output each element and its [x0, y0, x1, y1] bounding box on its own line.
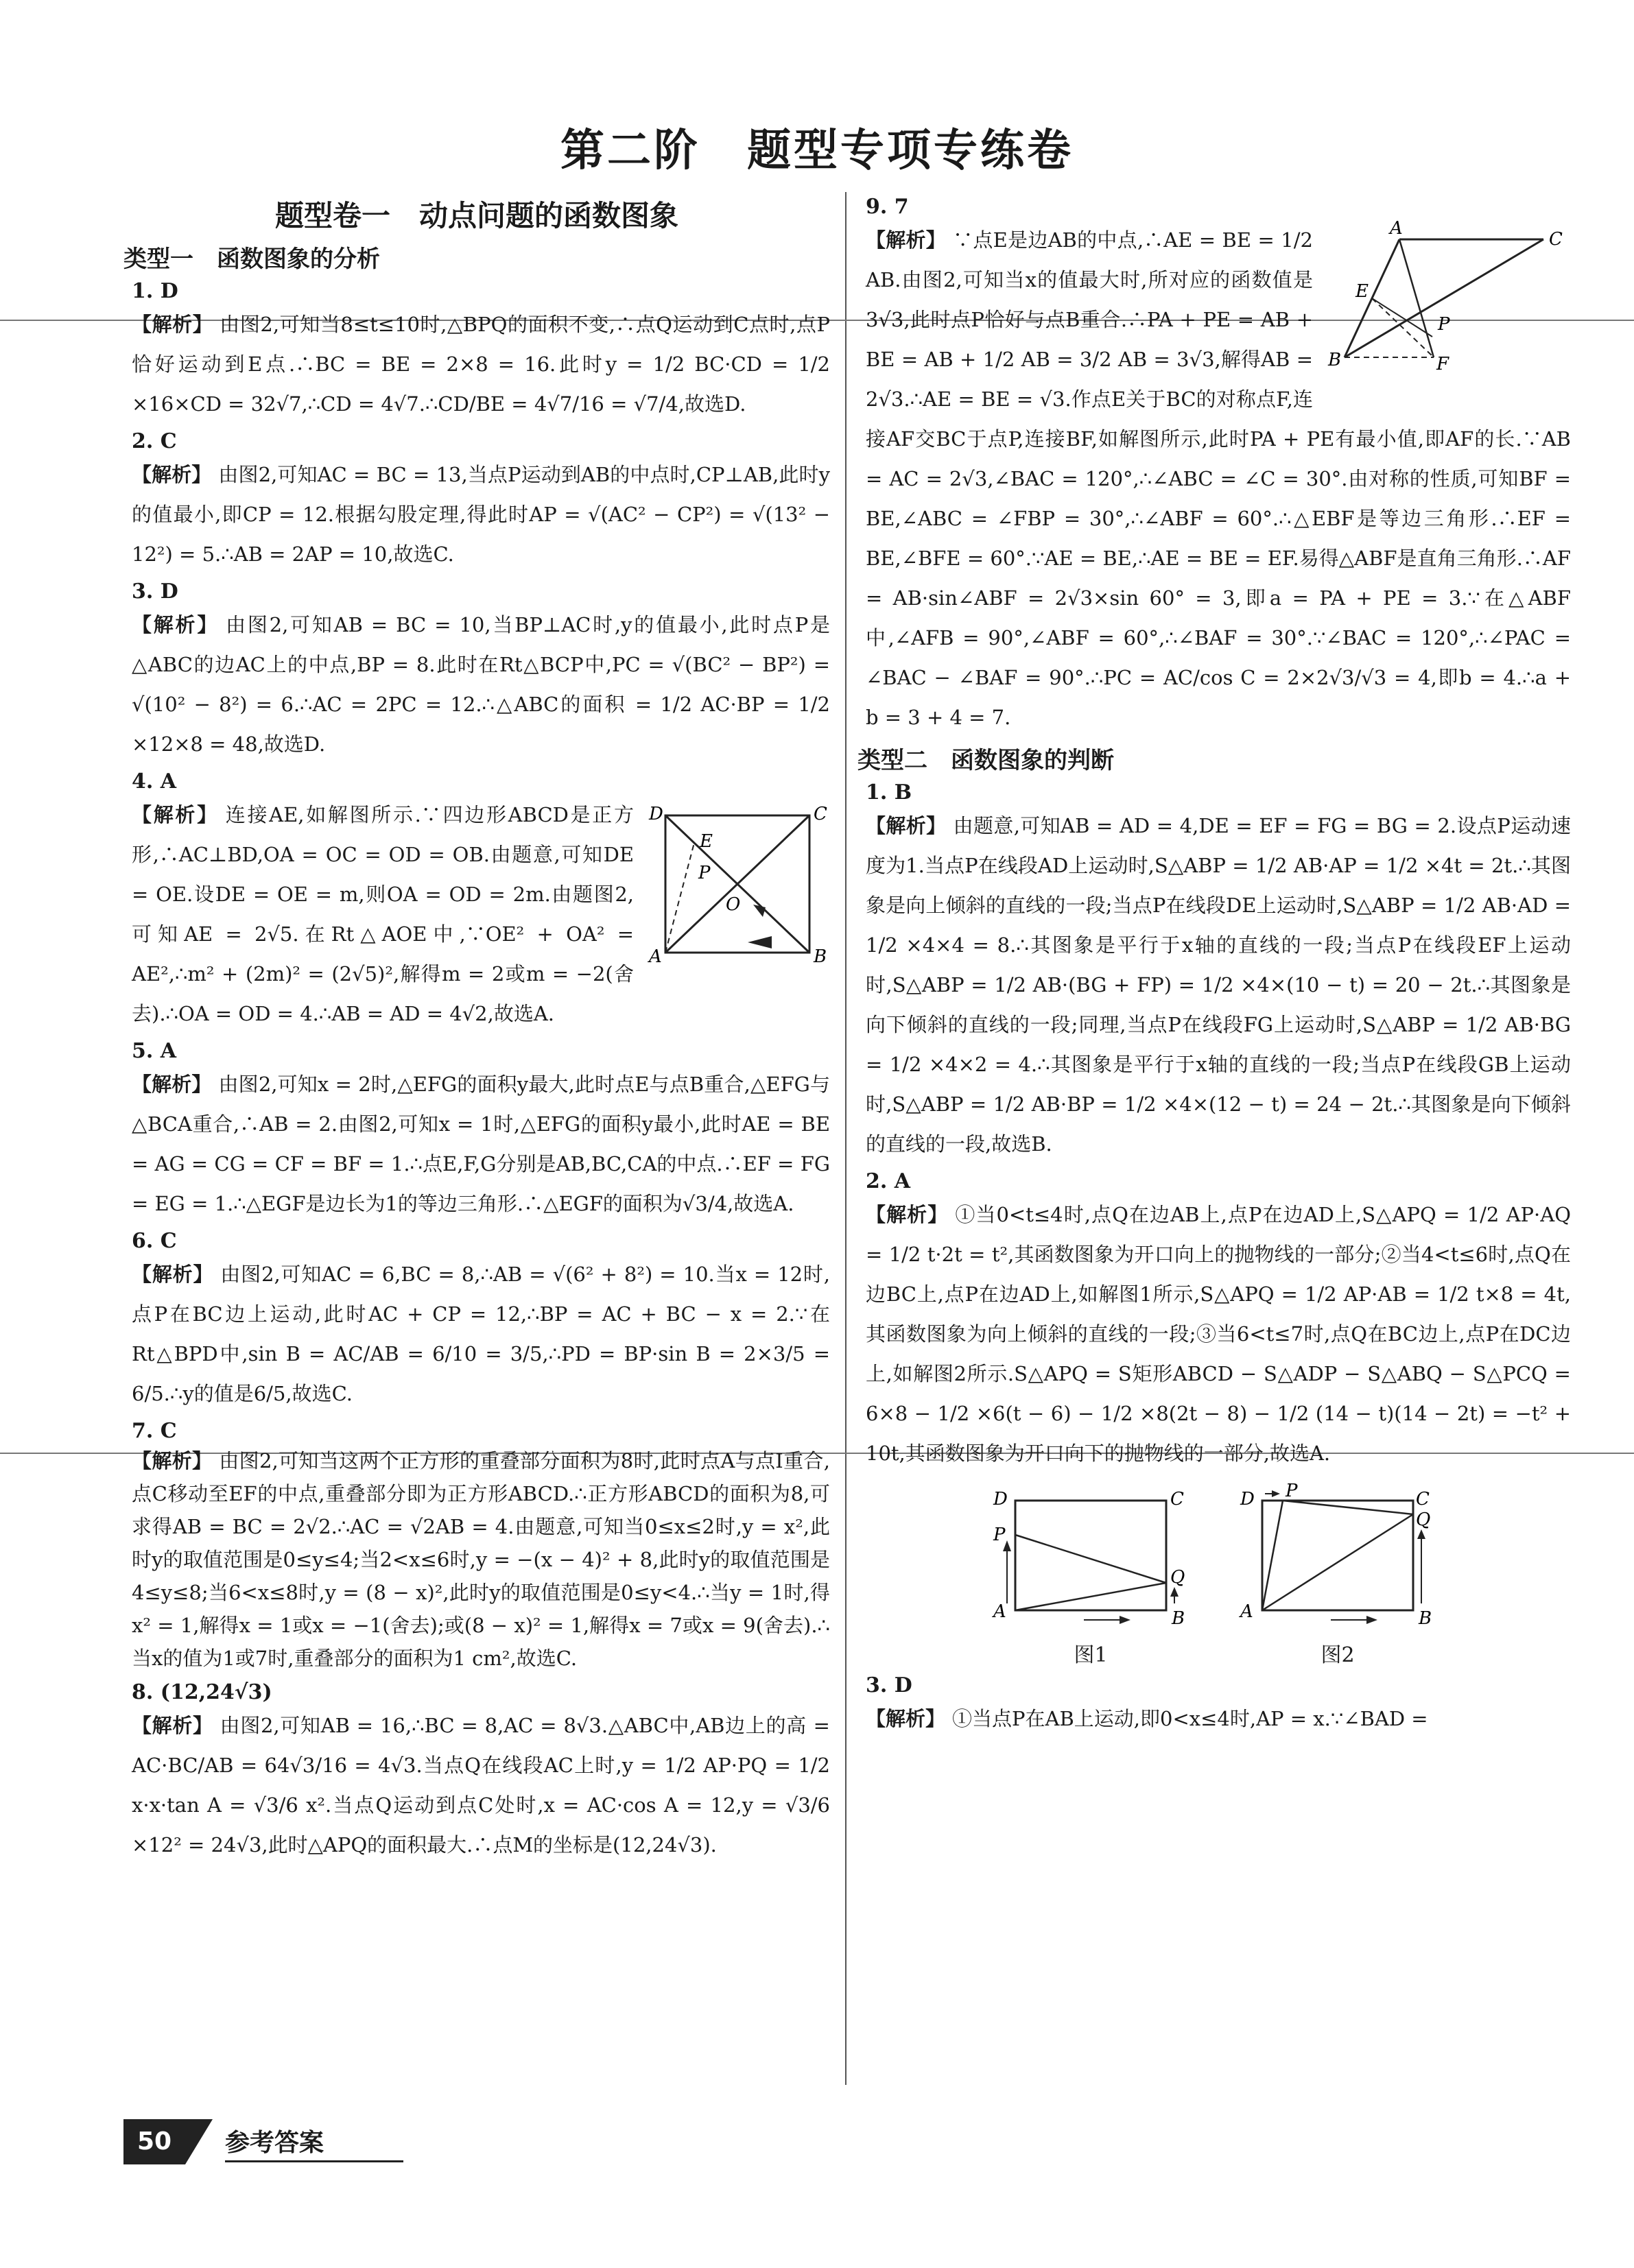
- question-1-type2: [857, 780, 1571, 1164]
- answer-text: [132, 1254, 830, 1413]
- answer-number: 2. A: [866, 1169, 911, 1193]
- type-heading: 类型二 函数图象的判断: [857, 747, 1114, 774]
- answer-number: 6. C: [132, 1229, 177, 1253]
- triangle-diagram: [1324, 220, 1571, 385]
- answer-text: [132, 1706, 830, 1865]
- analysis-body: 由图2,可知当这两个正方形的重叠部分面积为8时,此时点A与点I重合,点C移动至EF的中点,重叠部分即为正方形ABCD.∴正方形ABCD的面积为8,可求得AB = BC = 2√2.∴AC = √2AB = 4.由题意,可知当0≤x≤2时,y = x²,此时y的取值范围是0≤y≤4;当2<x≤6时,y = −(x − 4)² + 8,此时y的取值范围是4≤y≤8;当6<x≤8时,y = (8 − x)²,此时y的取值范围是0≤y<4.∴当y = 1时,得x² = 1,解得x = 1或x = −1(舍去);或(8 − x)² = 1,解得x = 7或x = 9(舍去).∴当x的值为1或7时,重叠部分的面积为1 cm²,故选C.: [132, 1449, 830, 1670]
- page-footer: [123, 2119, 412, 2167]
- svg-text:P: P: [1438, 314, 1450, 335]
- svg-text:B: B: [1419, 1608, 1432, 1629]
- analysis-label: 【解析】: [132, 803, 219, 826]
- answer-number: 4. A: [132, 769, 177, 793]
- question-5: [123, 1039, 830, 1223]
- analysis-body: 由图2,可知x = 2时,△EFG的面积y最大,此时点E与点B重合,△EFG与△BCA重合,∴AB = 2.由图2,可知x = 1时,△EFG的面积y最小,此时AE = BE = AG = CG = CF = BF = 1.∴点E,F,G分别是AB,BC,CA的中点.∴EF = FG = EG = 1.∴△EGF是边长为1的等边三角形.∴△EGF的面积为√3/4,故选A.: [132, 1073, 830, 1215]
- analysis-label: 【解析】: [132, 313, 213, 336]
- question-2: [123, 429, 830, 574]
- analysis-body: ①当点P在AB上运动,即0<x≤4时,AP = x.∵∠BAD =: [952, 1707, 1428, 1730]
- answer-text: [866, 1195, 1571, 1473]
- svg-text:O: O: [726, 894, 741, 915]
- svg-text:F: F: [1436, 354, 1449, 374]
- answer-text: [132, 305, 830, 424]
- answer-text: [132, 605, 830, 764]
- left-column: [123, 192, 830, 1869]
- answer-text: [132, 1064, 830, 1223]
- svg-text:D: D: [993, 1489, 1008, 1509]
- answer-text: [866, 806, 1571, 1164]
- analysis-body: 由题意,可知AB = AD = 4,DE = EF = FG = BG = 2.设点P运动速度为1.当点P在线段AD上运动时,S△ABP = 1/2 AB·AP = 1/2 ×4t = 2t.∴其图象是向上倾斜的直线的一段;当点P在线段DE上运动时,S△ABP = 1/2 AB·AD = 1/2 ×4×4 = 8.∴其图象是平行于x轴的直线的一段;当点P在线段EF上运动时,S△ABP = 1/2 AB·(BG + FP) = 1/2 ×4×(10 − t) = 20 − 2t.∴其图象是向下倾斜的直线的一段;同理,当点P在线段FG上运动时,S△ABP = 1/2 AB·BG = 1/2 ×4×2 = 4.∴其图象是平行于x轴的直线的一段;当点P在线段GB上运动时,S△ABP = 1/2 AB·BP = 1/2 ×4×(12 − t) = 24 − 2t.∴其图象是向下倾斜的直线的一段,故选B.: [866, 814, 1571, 1156]
- analysis-body: 由图2,可知AC = BC = 13,当点P运动到AB的中点时,CP⊥AB,此时y的值最小,即CP = 12.根据勾股定理,得此时AP = √(AC² − CP²) = √(13² − 12²) = 5.∴AB = 2AP = 10,故选C.: [132, 463, 830, 566]
- svg-text:P: P: [1286, 1481, 1298, 1501]
- analysis-body: 由图2,可知AB = 16,∴BC = 8,AC = 8√3.△ABC中,AB边上的高 = AC·BC/AB = 64√3/16 = 4√3.当点Q在线段AC上时,y = 1/2 AP·PQ = 1/2 x·x·tan A = √3/6 x².当点Q运动到点C处时,x = AC·cos A = 12,y = √3/6 ×12² = 24√3,此时△APQ的面积最大.∴点M的坐标是(12,24√3).: [132, 1714, 830, 1857]
- figure-caption: 图1: [1074, 1643, 1108, 1667]
- svg-text:B: B: [1328, 350, 1342, 370]
- right-column: [857, 189, 1571, 1743]
- analysis-label: 【解析】: [866, 1707, 946, 1730]
- analysis-body: 由图2,可知当8≤t≤10时,△BPQ的面积不变,∴点Q运动到C点时,点P恰好运动到E点.∴BC = BE = 2×8 = 16.此时y = 1/2 BC·CD = 1/2 ×16×CD = 32√7,∴CD = 4√7.∴CD/BE = 4√7/16 = √7/4,故选D.: [132, 313, 830, 416]
- analysis-body: 由图2,可知AB = BC = 10,当BP⊥AC时,y的值最小,此时点P是△ABC的边AC上的中点,BP = 8.此时在Rt△BCP中,PC = √(BC² − BP²) = √(10² − 8²) = 6.∴AC = 2PC = 12.∴△ABC的面积 = 1/2 AC·BP = 1/2 ×12×8 = 48,故选D.: [132, 613, 830, 756]
- analysis-body: 由图2,可知AC = 6,BC = 8,∴AB = √(6² + 8²) = 10.当x = 12时,点P在BC边上运动,此时AC + CP = 12,∴BP = AC + BC − x = 2.∵在Rt△BPD中,sin B = AC/AB = 6/10 = 3/5,∴PD = BP·sin B = 2×3/5 = 6/5.∴y的值是6/5,故选C.: [132, 1263, 830, 1405]
- type-heading: 类型一 函数图象的分析: [123, 246, 380, 273]
- svg-text:A: A: [1390, 220, 1403, 239]
- answer-number: 1. B: [866, 780, 912, 804]
- analysis-label: 【解析】: [866, 228, 947, 252]
- answer-number: 9. 7: [866, 195, 909, 219]
- analysis-body: 连接AE,如解图所示.∵四边形ABCD是正方形,∴AC⊥BD,OA = OC = OD = OB.由题意,可知DE = OE.设DE = OE = m,则OA = OD = 2m.由题图2,可知AE = 2√5.在Rt△AOE中,∵OE² + OA² = AE²,∴m² + (2m)² = (2√5)²,解得m = 2或m = −2(舍去).∴OA = OD = 4.∴AB = AD = 4√2,故选A.: [132, 803, 634, 1025]
- solution-figures: [857, 1480, 1571, 1668]
- svg-text:D: D: [649, 804, 663, 824]
- svg-text:C: C: [814, 804, 827, 824]
- answer-number: 1. D: [132, 279, 178, 303]
- svg-text:C: C: [1170, 1489, 1184, 1509]
- column-divider: [845, 192, 846, 2085]
- svg-text:P: P: [993, 1525, 1006, 1545]
- analysis-label: 【解析】: [866, 1203, 949, 1226]
- svg-text:B: B: [814, 946, 827, 966]
- svg-text:Q: Q: [1170, 1567, 1185, 1588]
- question-2-type2: [857, 1169, 1571, 1668]
- svg-text:A: A: [649, 946, 662, 966]
- answer-number: 3. D: [866, 1673, 912, 1697]
- svg-text:E: E: [1355, 281, 1369, 302]
- question-3-type2: [857, 1673, 1571, 1739]
- analysis-label: 【解析】: [132, 1449, 213, 1472]
- question-8: [123, 1680, 830, 1865]
- svg-text:B: B: [1172, 1608, 1185, 1629]
- figure-2: [1235, 1480, 1441, 1668]
- page-number-decoration: [185, 2119, 213, 2164]
- answer-text: [132, 455, 830, 574]
- analysis-label: 【解析】: [132, 613, 220, 636]
- svg-text:D: D: [1240, 1489, 1255, 1509]
- svg-text:Q: Q: [1416, 1509, 1431, 1530]
- svg-text:P: P: [698, 863, 711, 883]
- section-title: 题型卷一 动点问题的函数图象: [274, 199, 678, 232]
- question-6: [123, 1229, 830, 1413]
- rectangle-diagram-1: [988, 1480, 1194, 1631]
- svg-text:E: E: [700, 831, 713, 852]
- svg-text:C: C: [1549, 229, 1563, 250]
- figure-caption: 图2: [1321, 1643, 1355, 1667]
- analysis-body: ∵点E是边AB的中点,∴AE = BE = 1/2 AB.由图2,可知当x的值最大时,所对应的函数值是3√3,此时点P恰好与点B重合.∴PA + PE = AB + BE = AB + 1/2 AB = 3/2 AB = 3√3,解得AB = 2√3.∴AE = BE = √3.作点E关于BC的对称点F,连接AF交BC于点P,连接BF,如解图所示,此时PA + PE有最小值,即AF的长.∵AB = AC = 2√3,∠BAC = 120°,∴∠ABC = ∠C = 30°.由对称的性质,可知BF = BE,∠ABC = ∠FBP = 30°,∴∠ABF = 60°.∴△EBF是等边三角形.∴EF = BE,∠BFE = 60°.∵AE = BE,∴AE = BE = EF.易得△ABF是直角三角形.∴AF = AB·sin∠ABF = 2√3×sin 60° = 3,即a = PA + PE = 3.∵在△ABF中,∠AFB = 90°,∠ABF = 60°,∴∠BAF = 30°.∵∠BAC = 120°,∴∠PAC = ∠BAC − ∠BAF = 90°.∴PC = AC/cos C = 2×2√3/√3 = 4,即b = 4.∴a + b = 3 + 4 = 7.: [866, 228, 1571, 729]
- analysis-label: 【解析】: [866, 814, 947, 837]
- question-9: [857, 195, 1571, 737]
- square-diagram: [645, 795, 830, 966]
- analysis-label: 【解析】: [132, 1263, 214, 1286]
- svg-text:A: A: [1240, 1601, 1253, 1622]
- answer-number: 7. C: [132, 1419, 177, 1443]
- answer-number: 3. D: [132, 580, 178, 604]
- footer-label: 参考答案: [225, 2129, 324, 2157]
- analysis-label: 【解析】: [132, 1073, 212, 1096]
- answer-text: [866, 1699, 1571, 1739]
- question-1: [123, 279, 830, 424]
- figure-1: [988, 1480, 1194, 1668]
- analysis-body: ①当0<t≤4时,点Q在边AB上,点P在边AD上,S△APQ = 1/2 AP·AQ = 1/2 t·2t = t²,其函数图象为开口向上的抛物线的一部分;②当4<t≤6时,点Q在边BC上,点P在边AD上,如解图1所示,S△APQ = 1/2 AP·AB = 1/2 t×8 = 4t,其函数图象为向上倾斜的直线的一段;③当6<t≤7时,点Q在BC边上,点P在DC边上,如解图2所示.S△APQ = S矩形ABCD − S△ADP − S△ABQ − S△PCQ = 6×8 − 1/2 ×6(t − 6) − 1/2 ×8(2t − 8) − 1/2 (14 − t)(14 − 2t) = −t² + 10t,其函数图象为开口向下的抛物线的一部分,故选A.: [866, 1203, 1571, 1465]
- footer-underline: [225, 2160, 403, 2162]
- answer-text: [132, 1444, 830, 1675]
- question-7: [123, 1419, 830, 1675]
- page-title: 第二阶 题型专项专练卷: [560, 126, 1074, 176]
- rectangle-diagram-2: [1235, 1480, 1441, 1631]
- question-3: [123, 580, 830, 764]
- answer-number: 2. C: [132, 429, 177, 453]
- analysis-label: 【解析】: [132, 463, 212, 486]
- page-number: 50: [123, 2119, 185, 2164]
- question-4: [123, 769, 830, 1034]
- analysis-label: 【解析】: [132, 1714, 213, 1737]
- svg-text:C: C: [1416, 1489, 1430, 1509]
- answer-number: 5. A: [132, 1039, 177, 1063]
- answer-text: [132, 795, 830, 1034]
- answer-number: 8. (12,24√3): [132, 1680, 272, 1704]
- svg-text:A: A: [993, 1601, 1006, 1622]
- answer-text: [866, 220, 1571, 737]
